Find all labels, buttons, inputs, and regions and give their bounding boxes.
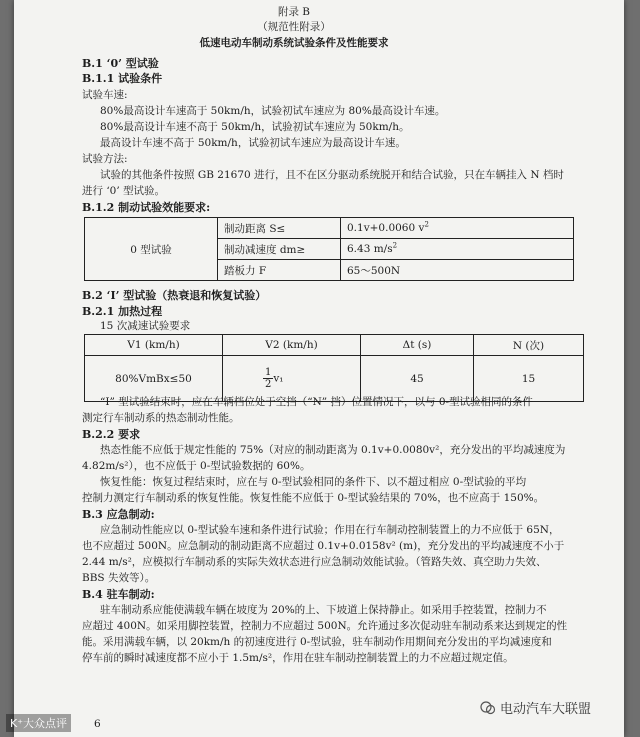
speed-label: 试验车速: — [82, 89, 128, 101]
paragraph-line: 热态性能不应低于规定性能的 75%（对应的制动距离为 0.1v+0.0080v²，充分发出的平均减速度为 — [100, 444, 566, 456]
table-header: N (次) — [474, 335, 584, 356]
section-b22-heading: B.2.2 要求 — [82, 428, 141, 441]
document-title: 低速电动车制动系统试验条件及性能要求 — [199, 37, 389, 49]
paragraph-line: 控制力测定行车制动系的恢复性能。恢复性能不应低于 0-型试验结果的 70%，也不应高于 150%。 — [82, 492, 545, 504]
section-b11-heading: B.1.1 试验条件 — [82, 72, 163, 85]
section-b4-heading: B.4 驻车制动: — [82, 588, 155, 601]
table-header: V2 (km/h) — [223, 335, 361, 356]
method-line: 进行 ‘0’ 型试验。 — [82, 185, 166, 197]
paragraph-line: 驻车制动系应能使满载车辆在坡度为 20%的上、下坡道上保持静止。如采用手控装置，控制力不 — [100, 604, 547, 616]
paragraph-line: BBS 失效等）。 — [82, 572, 156, 584]
table-cell-value: 6.43 $m/s^2$ — [341, 239, 574, 260]
table-cell-dt: 45 — [361, 356, 474, 402]
paragraph-line: “I” 型试验结束时，应在车辆档位处于空挡（“N” 挡）位置情况下，以与 0-型试验相同的条件 — [100, 396, 534, 408]
page-number: 6 — [94, 718, 101, 730]
table-cell-label: 制动减速度 dm≥ — [218, 239, 341, 260]
table-cell-value: 0.1v+0.0060 $v^2$ — [341, 218, 574, 239]
table-cell-v1: 80%VmBx≤50 — [85, 356, 223, 402]
table-caption: 15 次减速试验要求 — [100, 320, 191, 332]
paragraph-line: 停车前的瞬时减速度都不应小于 1.5m/s²，作用在驻车制动控制装置上的力不应超过规定值。 — [82, 652, 514, 664]
paragraph-line: 2.44 m/s²，应模拟行车制动系的实际失效状态进行应急制动效能试验。（管路失效、真空助力失效、 — [82, 556, 547, 568]
normative-label: （规范性附录） — [257, 21, 331, 33]
paragraph-line: 4.82m/s²），也不应低于 0-型试验数据的 60%。 — [82, 460, 311, 472]
type0-requirements-table — [84, 217, 574, 281]
table-cell-label: 踏板力 F — [218, 260, 341, 281]
account-watermark — [480, 698, 591, 717]
account-name: 电动汽车大联盟 — [500, 702, 592, 717]
table-cell-label: 制动距离 S≤ — [218, 218, 341, 239]
section-b12-heading: B.1.2 制动试验效能要求: — [82, 201, 211, 214]
section-b21-heading: B.2.1 加热过程 — [82, 305, 163, 318]
table-cell-n: 15 — [474, 356, 584, 402]
speed-line: 80%最高设计车速不高于 50km/h，试验初试车速应为 50km/h。 — [100, 121, 410, 133]
document-page — [10, 0, 624, 737]
wechat-icon — [480, 700, 496, 716]
fraction-denominator: 2 — [265, 379, 272, 390]
section-b1-heading: B.1 ‘0’ 型试验 — [82, 57, 159, 70]
speed-line: 80%最高设计车速高于 50km/h，试验初试车速应为 80%最高设计车速。 — [100, 105, 446, 117]
method-line: 试验的其他条件按照 GB 21670 进行，且不在区分驱动系统脱开和结合试验，只在车辆挂入 N 档时 — [100, 169, 564, 181]
left-watermark: K⁺大众点评 — [6, 714, 71, 732]
paragraph-line: 能。采用满载车辆，以 20km/h 的初速度进行 0-型试验，驻车制动作用期间充分发出的平均减速度和 — [82, 636, 552, 648]
section-b2-heading: B.2 ‘I’ 型试验（热衰退和恢复试验） — [82, 289, 267, 302]
type0-row-label: 0 型试验 — [85, 218, 218, 281]
paragraph-line: 测定行车制动系的热态制动性能。 — [82, 412, 240, 424]
fraction-numerator: 1 — [265, 367, 272, 378]
fraction-variable: v₁ — [273, 372, 284, 385]
speed-line: 最高设计车速不高于 50km/h，试验初试车速应为最高设计车速。 — [100, 137, 406, 149]
paragraph-line: 也不应超过 500N。应急制动的制动距离不应超过 0.1v+0.0158v² (m)，充分发出的平均减速度不小于 — [82, 540, 565, 552]
paragraph-line: 恢复性能：恢复过程结束时，应在与 0-型试验相同的条件下、以不超过相应 0-型试验的平均 — [100, 476, 527, 488]
table-cell-v2 — [223, 356, 361, 402]
paragraph-line: 应急制动性能应以 0-型试验车速和条件进行试验；作用在行车制动控制装置上的力不应低于 65N， — [100, 524, 560, 536]
heating-test-table — [84, 334, 584, 402]
table-cell-value: 65～500N — [341, 260, 574, 281]
method-label: 试验方法: — [82, 153, 128, 165]
paragraph-line: 应超过 400N。如采用脚控装置，控制力不应超过 500N。允许通过多次促动驻车制动系来达到规定的性 — [82, 620, 568, 632]
table-header: V1 (km/h) — [85, 335, 223, 356]
section-b3-heading: B.3 应急制动: — [82, 508, 155, 521]
table-header: Δt (s) — [361, 335, 474, 356]
appendix-label: 附录 B — [277, 6, 311, 18]
